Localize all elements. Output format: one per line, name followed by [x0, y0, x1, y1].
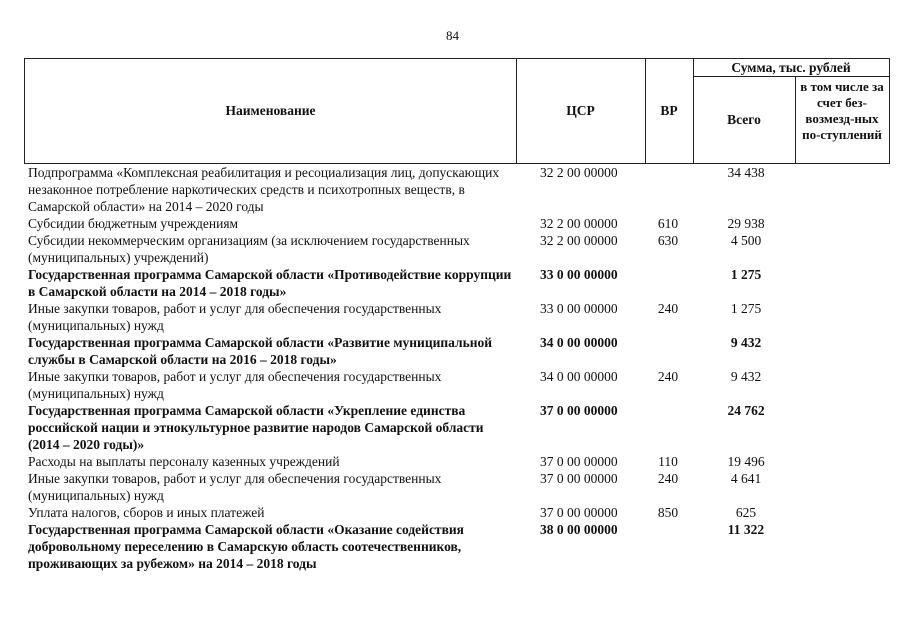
table-row	[24, 232, 890, 266]
row-csr: 33 0 00 00000	[540, 267, 618, 282]
row-name: Иные закупки товаров, работ и услуг для обеспечения государственных (муниципальных) нужд	[28, 471, 442, 503]
row-total: 29 938	[727, 216, 765, 231]
table-header	[24, 58, 890, 164]
row-name: Подпрограмма «Комплексная реабилитация и ресоциализация лиц, допускающих незаконное потребление наркотических средств и психотропных веществ, в Самарской области» на 2014 – 2020 годы	[28, 165, 500, 214]
table-row	[24, 504, 890, 521]
row-csr: 38 0 00 00000	[540, 522, 618, 537]
table-row	[24, 521, 890, 572]
header-name: Наименование	[225, 103, 316, 118]
row-csr: 37 0 00 00000	[540, 505, 618, 520]
row-csr: 37 0 00 00000	[540, 403, 618, 418]
row-vr: 610	[657, 216, 679, 231]
table-row	[24, 215, 890, 232]
table-row	[24, 368, 890, 402]
table-row	[24, 453, 890, 470]
table-row	[24, 470, 890, 504]
row-name: Иные закупки товаров, работ и услуг для обеспечения государственных (муниципальных) нужд	[28, 301, 442, 333]
row-name: Государственная программа Самарской области «Развитие муниципальной службы в Самарской области на 2016 – 2018 годы»	[28, 335, 493, 367]
row-csr: 33 0 00 00000	[540, 301, 618, 316]
row-vr: 630	[657, 233, 679, 248]
row-name: Государственная программа Самарской области «Оказание содействия добровольному переселению в Самарскую область соотечественников, проживающих за рубежом» на 2014 – 2018 годы	[28, 522, 464, 571]
row-csr: 32 2 00 00000	[540, 165, 618, 180]
row-vr: 850	[657, 505, 679, 520]
row-csr: 34 0 00 00000	[540, 335, 618, 350]
row-vr: 240	[657, 301, 679, 316]
row-total: 9 432	[730, 369, 762, 384]
row-total: 24 762	[727, 403, 765, 418]
row-total: 19 496	[727, 454, 765, 469]
header-csr: ЦСР	[566, 103, 595, 118]
row-vr: 240	[657, 471, 679, 486]
row-total: 11 322	[727, 522, 765, 537]
row-total: 1 275	[730, 267, 762, 282]
row-name: Субсидии некоммерческим организациям (за исключением государственных (муниципальных) учреждений)	[28, 233, 470, 265]
row-vr: 240	[657, 369, 679, 384]
row-name: Государственная программа Самарской области «Противодействие коррупции в Самарской области на 2014 – 2018 годы»	[28, 267, 512, 299]
header-vr: ВР	[660, 103, 678, 118]
row-name: Субсидии бюджетным учреждениям	[28, 216, 239, 231]
table-row	[24, 300, 890, 334]
table-row	[24, 402, 890, 453]
row-total: 34 438	[727, 165, 765, 180]
row-name: Государственная программа Самарской области «Укрепление единства российской нации и этнокультурное развитие народов Самарской области (2014 – 2020 годы)»	[28, 403, 484, 452]
table-body	[24, 164, 890, 572]
table-row	[24, 266, 890, 300]
row-total: 9 432	[730, 335, 762, 350]
row-csr: 37 0 00 00000	[540, 454, 618, 469]
row-total: 4 500	[730, 233, 762, 248]
row-csr: 34 0 00 00000	[540, 369, 618, 384]
row-csr: 37 0 00 00000	[540, 471, 618, 486]
row-total: 1 275	[730, 301, 762, 316]
table-row	[24, 164, 890, 215]
table-row	[24, 334, 890, 368]
row-total: 625	[735, 505, 757, 520]
row-name: Уплата налогов, сборов и иных платежей	[28, 505, 265, 520]
header-gratuitous: в том числе за счет без-возмезд-ных по-ступлений	[800, 79, 884, 142]
header-total: Всего	[727, 111, 761, 127]
page-number: 84	[446, 28, 459, 43]
row-vr: 110	[658, 454, 678, 469]
row-name: Расходы на выплаты персоналу казенных учреждений	[28, 454, 340, 469]
header-sum-group: Сумма, тыс. рублей	[731, 59, 851, 75]
row-name: Иные закупки товаров, работ и услуг для обеспечения государственных (муниципальных) нужд	[28, 369, 442, 401]
row-csr: 32 2 00 00000	[540, 216, 618, 231]
row-csr: 32 2 00 00000	[540, 233, 618, 248]
row-total: 4 641	[730, 471, 762, 486]
divider	[795, 76, 796, 163]
